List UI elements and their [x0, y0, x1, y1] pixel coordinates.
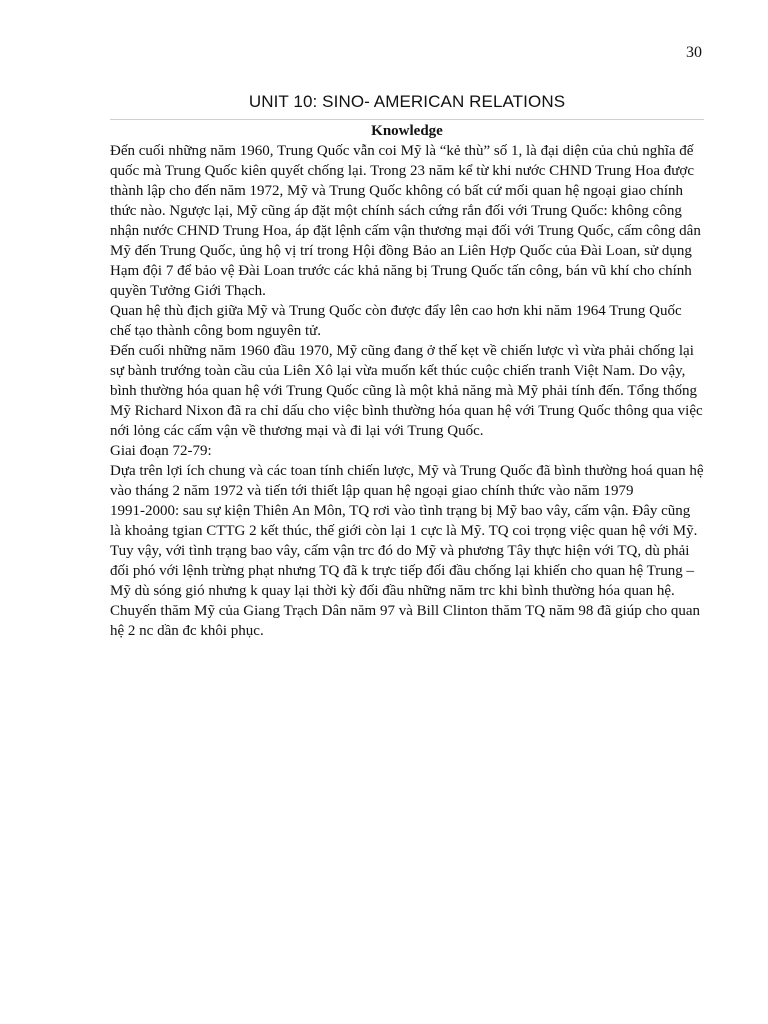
title-divider	[110, 119, 704, 120]
paragraph-hostility: Quan hệ thù địch giữa Mỹ và Trung Quốc còn được đẩy lên cao hơn khi năm 1964 Trung Quốc chế tạo thành công bom nguyên tử.	[110, 303, 682, 339]
paragraph-normalization: Đến cuối những năm 1960 đầu 1970, Mỹ cũng đang ở thế kẹt về chiến lược vì vừa phải chống lại sự bành trướng toàn cầu của Liên Xô lại vừa muốn kết thúc cuộc chiến tranh Việt Nam. Do vậy, bình thường hóa quan hệ với Trung Quốc cũng là một khả năng mà Mỹ phải tính đến. Tổng thống Mỹ Richard Nixon đã ra chỉ dấu cho việc bình thường hóa quan hệ với Trung Quốc thông qua việc nới lỏng các cấm vận về thương mại và đi lại với Trung Quốc.	[110, 343, 703, 439]
page-number: 30	[686, 44, 702, 61]
section-heading: Knowledge	[371, 123, 443, 139]
paragraph-visits: Chuyến thăm Mỹ của Giang Trạch Dân năm 97 và Bill Clinton thăm TQ năm 98 đã giúp cho quan hệ 2 nc dần đc khôi phục.	[110, 603, 701, 639]
paragraph-period-1991-2000: 1991-2000: sau sự kiện Thiên An Môn, TQ rơi vào tình trạng bị Mỹ bao vây, cấm vận. Đây cũng là khoảng tgian CTTG 2 kết thúc, thế giới còn lại 1 cực là Mỹ. TQ coi trọng việc quan hệ với Mỹ. Tuy vậy, với tình trạng bao vây, cấm vận trc đó do Mỹ và phương Tây thực hiện với TQ, dù phải đối phó với lệnh trừng phạt nhưng TQ đã k trực tiếp đối đầu chống lại khiến cho quan hệ Trung – Mỹ dù sóng gió nhưng k quay lại thời kỳ đối đầu những năm trc khi bình thường hóa quan hệ.	[110, 503, 698, 599]
paragraph-period-label: Giai đoạn 72-79:	[110, 443, 212, 459]
document-body	[110, 121, 704, 641]
unit-title: UNIT 10: SINO- AMERICAN RELATIONS	[248, 92, 566, 111]
paragraph-period-72-79: Dựa trên lợi ích chung và các toan tính chiến lược, Mỹ và Trung Quốc đã bình thường hoá quan hệ vào tháng 2 năm 1972 và tiến tới thiết lập quan hệ ngoại giao chính thức vào năm 1979	[110, 463, 704, 499]
paragraph-intro: Đến cuối những năm 1960, Trung Quốc vẫn coi Mỹ là “kẻ thù” số 1, là đại diện của chủ nghĩa đế quốc mà Trung Quốc kiên quyết chống lại. Trong 23 năm kể từ khi nước CHND Trung Hoa được thành lập cho đến năm 1972, Mỹ và Trung Quốc không có bất cứ mối quan hệ ngoại giao chính thức nào. Ngược lại, Mỹ cũng áp đặt một chính sách cứng rắn đối với Trung Quốc: không công nhận nước CHND Trung Hoa, áp đặt lệnh cấm vận thương mại đối với Trung Quốc, cấm công dân Mỹ đến Trung Quốc, ủng hộ vị trí trong Hội đồng Bảo an Liên Hợp Quốc của Đài Loan, sử dụng Hạm đội 7 để bảo vệ Đài Loan trước các khả năng bị Trung Quốc tấn công, bán vũ khí cho chính quyền Tưởng Giới Thạch.	[110, 143, 701, 299]
